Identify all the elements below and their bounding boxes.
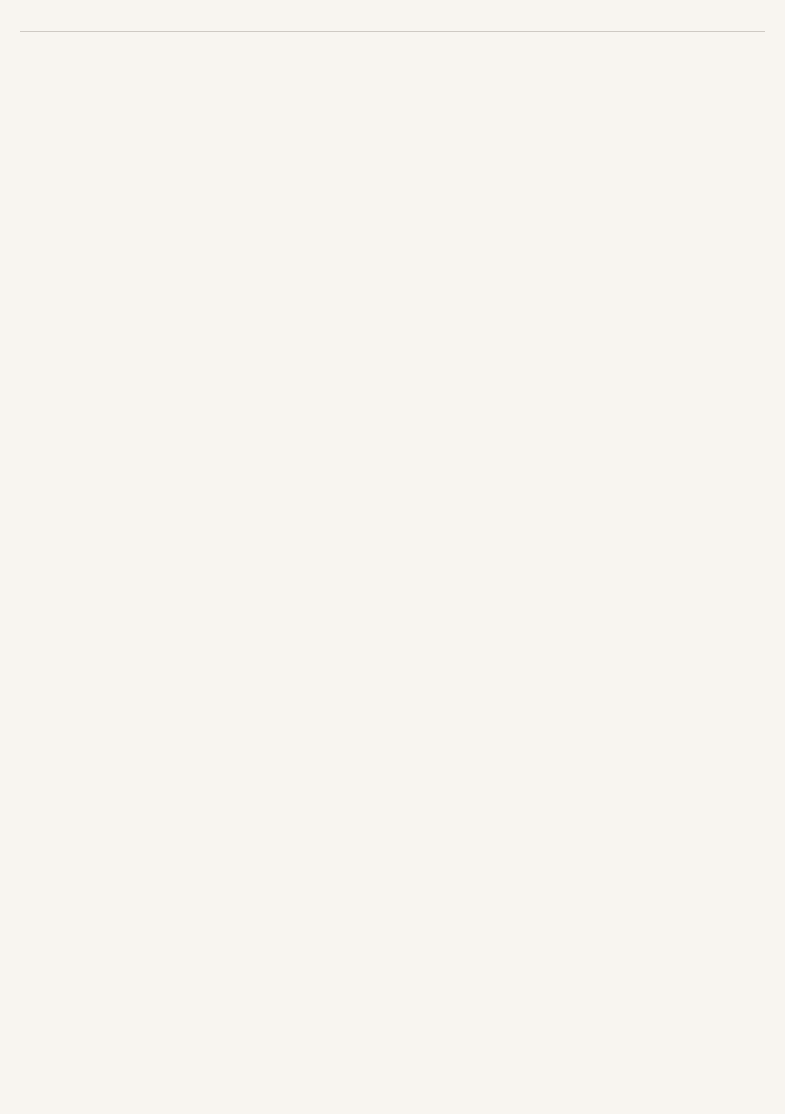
top-divider bbox=[20, 0, 765, 32]
